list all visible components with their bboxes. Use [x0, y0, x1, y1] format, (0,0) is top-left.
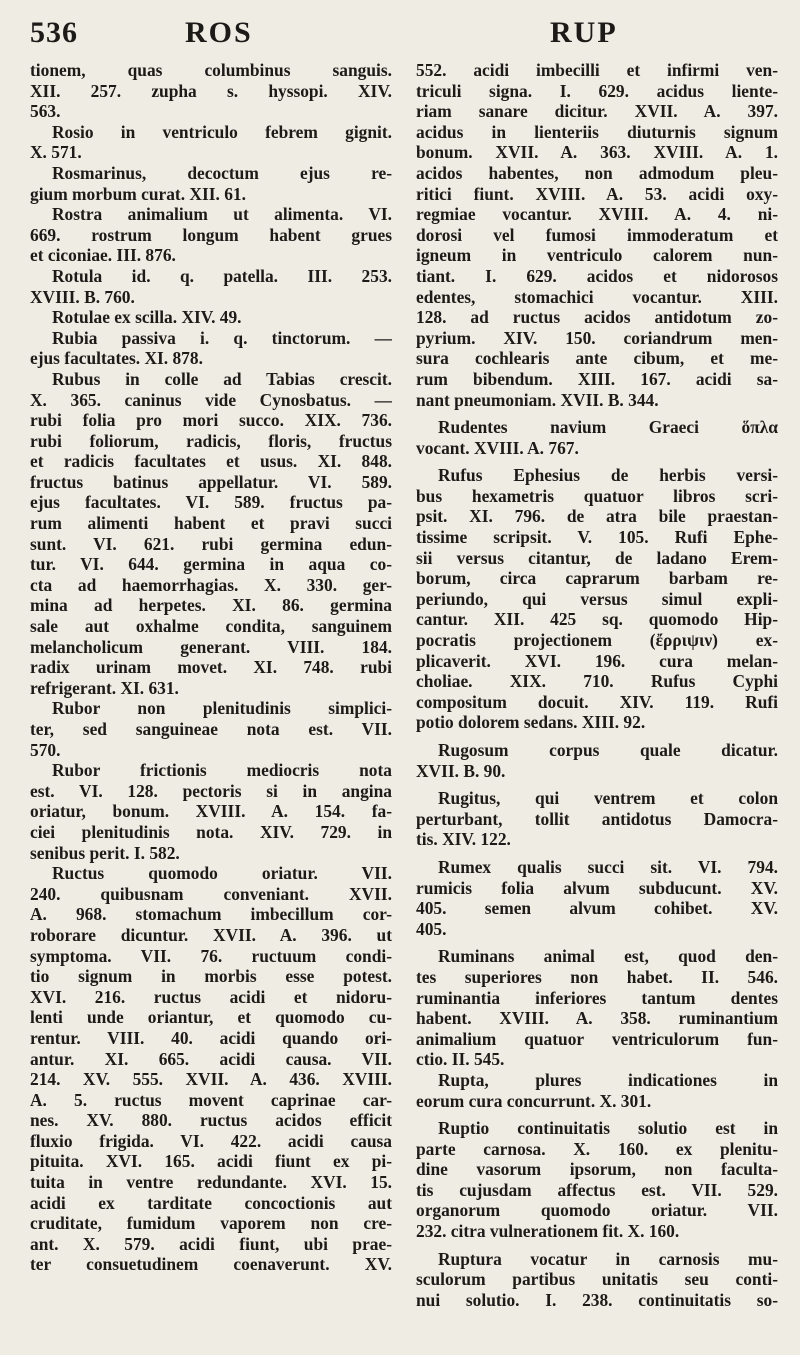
text-line: Rubia passiva i. q. tinctorum. — [52, 327, 392, 348]
text-line: Ruptura vocatur in carnosis mu- [438, 1248, 778, 1269]
text-line: rum alimenti habent et pravi succi [30, 513, 392, 534]
text-line: pituita. XVI. 165. acidi fiunt ex pi- [30, 1151, 392, 1172]
text-line: rubi foliorum, radicis, floris, fructus [30, 430, 392, 451]
text-line: antur. XI. 665. acidi causa. VII. [30, 1048, 392, 1069]
text-line: tes superiores non habet. II. 546. [416, 966, 778, 987]
text-line: Rubor non plenitudinis simplici- [52, 698, 392, 719]
text-line: melancholicum generant. VIII. 184. [30, 636, 392, 657]
text-line: nui solutio. I. 238. continuitatis so- [416, 1289, 778, 1310]
text-line: Rumex qualis succi sit. VI. 794. [438, 856, 778, 877]
text-line: tis cujusdam affectus est. VII. 529. [416, 1179, 778, 1200]
text-line: symptoma. VII. 76. ructuum condi- [30, 945, 392, 966]
text-line: Rugitus, qui ventrem et colon [438, 788, 778, 809]
left-column [30, 60, 392, 1310]
text-line: rumicis folia alvum subducunt. XV. [416, 877, 778, 898]
text-line: gium morbum curat. XII. 61. [30, 183, 246, 204]
text-line: bus hexametris quatuor libros scri- [416, 485, 778, 506]
text-line: sale aut oxhalme condita, sanguinem [30, 616, 392, 637]
text-line: eorum cura concurrunt. X. 301. [416, 1090, 652, 1111]
text-line: nant pneumoniam. XVII. B. 344. [416, 389, 659, 410]
text-line: 552. acidi imbecilli et infirmi ven- [416, 60, 778, 80]
text-line: Rufus Ephesius de herbis versi- [438, 465, 778, 486]
text-line: rum bibendum. XIII. 167. acidi sa- [416, 368, 778, 389]
text-line: tis. XIV. 122. [416, 829, 511, 850]
text-line: cantur. XII. 425 sq. quomodo Hip- [416, 609, 778, 630]
right-guide-word: RUP [550, 16, 618, 49]
text-line: vocant. XVIII. A. 767. [416, 437, 579, 458]
text-line: 563. [30, 101, 61, 122]
text-line: rubi folia pro mori succo. XIX. 736. [30, 410, 392, 431]
page-number: 536 [30, 16, 78, 49]
text-line: acidos habentes, non admodum pleu- [416, 162, 778, 183]
text-line: Rostra animalium ut alimenta. VI. [52, 204, 392, 225]
text-line: A. 5. ructus movent caprinae car- [30, 1089, 392, 1110]
text-line: 240. quibusnam conveniant. XVII. [30, 883, 392, 904]
text-line: animalium quatuor ventriculorum fun- [416, 1028, 778, 1049]
text-line: 669. rostrum longum habent grues [30, 224, 392, 245]
text-line: acidus in lienteriis diuturnis signum [416, 121, 778, 142]
text-line: potio dolorem sedans. XIII. 92. [416, 712, 646, 733]
text-line: 232. citra vulnerationem fit. X. 160. [416, 1221, 680, 1242]
running-header [30, 10, 778, 60]
text-line: et ciconiae. III. 876. [30, 245, 176, 266]
text-line: tionem, quas columbinus sanguis. [30, 60, 392, 80]
text-line: X. 571. [30, 142, 82, 163]
text-line: 405. semen alvum cohibet. XV. [416, 898, 778, 919]
text-line: tuita in ventre redundante. XVI. 15. [30, 1172, 392, 1193]
text-line: senibus perit. I. 582. [30, 842, 180, 863]
text-line: bonum. XVII. A. 363. XVIII. A. 1. [416, 142, 778, 163]
text-line: igneum in ventriculo calorem nun- [416, 245, 778, 266]
text-line: cta ad haemorrhagias. X. 330. ger- [30, 574, 392, 595]
text-line: roborare dicuntur. XVII. A. 396. ut [30, 924, 392, 945]
text-line: XVI. 216. ructus acidi et nidoru- [30, 986, 392, 1007]
text-line: Rubus in colle ad Tabias crescit. [52, 368, 392, 389]
text-line: borum, circa caprarum barbam re- [416, 568, 778, 589]
text-line: dine vasorum ipsorum, non faculta- [416, 1159, 778, 1180]
text-line: radix urinam movet. XI. 748. rubi [30, 657, 392, 678]
text-line: periundo, qui versus simul expli- [416, 588, 778, 609]
text-line: Rosio in ventriculo febrem gignit. [52, 121, 392, 142]
text-line: cruditate, fumidum vaporem non cre- [30, 1213, 392, 1234]
text-line: ciei plenitudinis nota. XIV. 729. in [30, 821, 392, 842]
text-line: tio signum in morbis esse potest. [30, 966, 392, 987]
text-line: refrigerant. XI. 631. [30, 677, 179, 698]
text-line: regmiae vocantur. XVIII. A. 4. ni- [416, 204, 778, 225]
text-line: XVIII. B. 760. [30, 286, 135, 307]
text-line: et radicis facultates et usus. XI. 848. [30, 451, 392, 472]
text-line: Rubor frictionis mediocris nota [52, 760, 392, 781]
text-line: tur. VI. 644. germina in aqua co- [30, 554, 392, 575]
text-line: ctio. II. 545. [416, 1049, 505, 1070]
text-line: sii versus citantur, de ladano Erem- [416, 547, 778, 568]
text-line: ruminantia inferiores tantum dentes [416, 987, 778, 1008]
text-line: edentes, stomachici vocantur. XIII. [416, 286, 778, 307]
text-line: perturbant, tollit antidotus Damocra- [416, 808, 778, 829]
text-line: nes. XV. 880. ructus acidos efficit [30, 1110, 392, 1131]
text-line: XVII. B. 90. [416, 760, 506, 781]
text-line: XII. 257. zupha s. hyssopi. XIV. [30, 80, 392, 101]
text-line: 405. [416, 918, 447, 939]
text-line: pocratis projectionem (ἔρριψιν) ex- [416, 630, 778, 651]
text-line: ritici fiunt. XVIII. A. 53. acidi oxy- [416, 183, 778, 204]
text-line: Rugosum corpus quale dicatur. [438, 740, 778, 760]
text-line: triculi signa. I. 629. acidus liente- [416, 80, 778, 101]
text-line: tiant. I. 629. acidos et nidorosos [416, 265, 778, 286]
text-line: lenti unde oriantur, et quomodo cu- [30, 1007, 392, 1028]
text-line: 128. ad ructus acidos antidotum zo- [416, 307, 778, 328]
text-line: ejus facultates. VI. 589. fructus pa- [30, 492, 392, 513]
text-line: sunt. VI. 621. rubi germina edun- [30, 533, 392, 554]
left-guide-word: ROS [185, 16, 253, 49]
text-line: A. 968. stomachum imbecillum cor- [30, 904, 392, 925]
text-line: riam sanare dicitur. XVII. A. 397. [416, 101, 778, 122]
text-line: Rupta, plures indicationes in [438, 1069, 778, 1090]
text-line: ter consuetudinem coenaverunt. XV. [30, 1254, 392, 1275]
text-line: rentur. VIII. 40. acidi quando ori- [30, 1027, 392, 1048]
text-line: ter, sed sanguineae nota est. VII. [30, 719, 392, 739]
text-line: Rudentes navium Graeci ὅπλα [438, 417, 778, 438]
text-line: est. VI. 128. pectoris si in angina [30, 780, 392, 801]
text-line: Ruptio continuitatis solutio est in [438, 1118, 778, 1139]
text-line: organorum quomodo oriatur. VII. [416, 1200, 778, 1221]
text-line: dorosi vel fumosi immoderatum et [416, 224, 778, 245]
text-line: parte carnosa. X. 160. ex plenitu- [416, 1138, 778, 1159]
text-line: Ructus quomodo oriatur. VII. [52, 863, 392, 884]
text-line: 214. XV. 555. XVII. A. 436. XVIII. [30, 1069, 392, 1090]
text-columns [30, 60, 778, 1310]
text-line: ejus facultates. XI. 878. [30, 348, 203, 369]
text-line: mina ad herpetes. XI. 86. germina [30, 595, 392, 616]
text-line: X. 365. caninus vide Cynosbatus. — [30, 389, 392, 410]
text-line: Rotulae ex scilla. XIV. 49. [52, 307, 242, 328]
text-line: choliae. XIX. 710. Rufus Cyphi [416, 671, 778, 692]
text-line: ant. X. 579. acidi fiunt, ubi prae- [30, 1233, 392, 1254]
text-line: Rotula id. q. patella. III. 253. [52, 265, 392, 286]
text-line: fluxio frigida. VI. 422. acidi causa [30, 1130, 392, 1151]
text-line: 570. [30, 739, 61, 760]
text-line: fructus batinus appellatur. VI. 589. [30, 471, 392, 492]
text-line: habent. XVIII. A. 358. ruminantium [416, 1008, 778, 1029]
right-column [416, 60, 778, 1310]
text-line: pyrium. XIV. 150. coriandrum men- [416, 327, 778, 348]
text-line: oriatur, bonum. XVIII. A. 154. fa- [30, 801, 392, 822]
text-line: sculorum partibus unitatis seu conti- [416, 1269, 778, 1290]
text-line: plicaverit. XVI. 196. cura melan- [416, 650, 778, 671]
text-line: compositum docuit. XIV. 119. Rufi [416, 691, 778, 712]
text-line: sura cochlearis ante cibum, et me- [416, 348, 778, 369]
text-line: psit. XI. 796. de atra bile praestan- [416, 506, 778, 527]
text-line: tissime scripsit. V. 105. Rufi Ephe- [416, 527, 778, 548]
text-line: Rosmarinus, decoctum ejus re- [52, 162, 392, 183]
text-line: acidi ex tarditate concoctionis aut [30, 1192, 392, 1213]
text-line: Ruminans animal est, quod den- [438, 946, 778, 967]
